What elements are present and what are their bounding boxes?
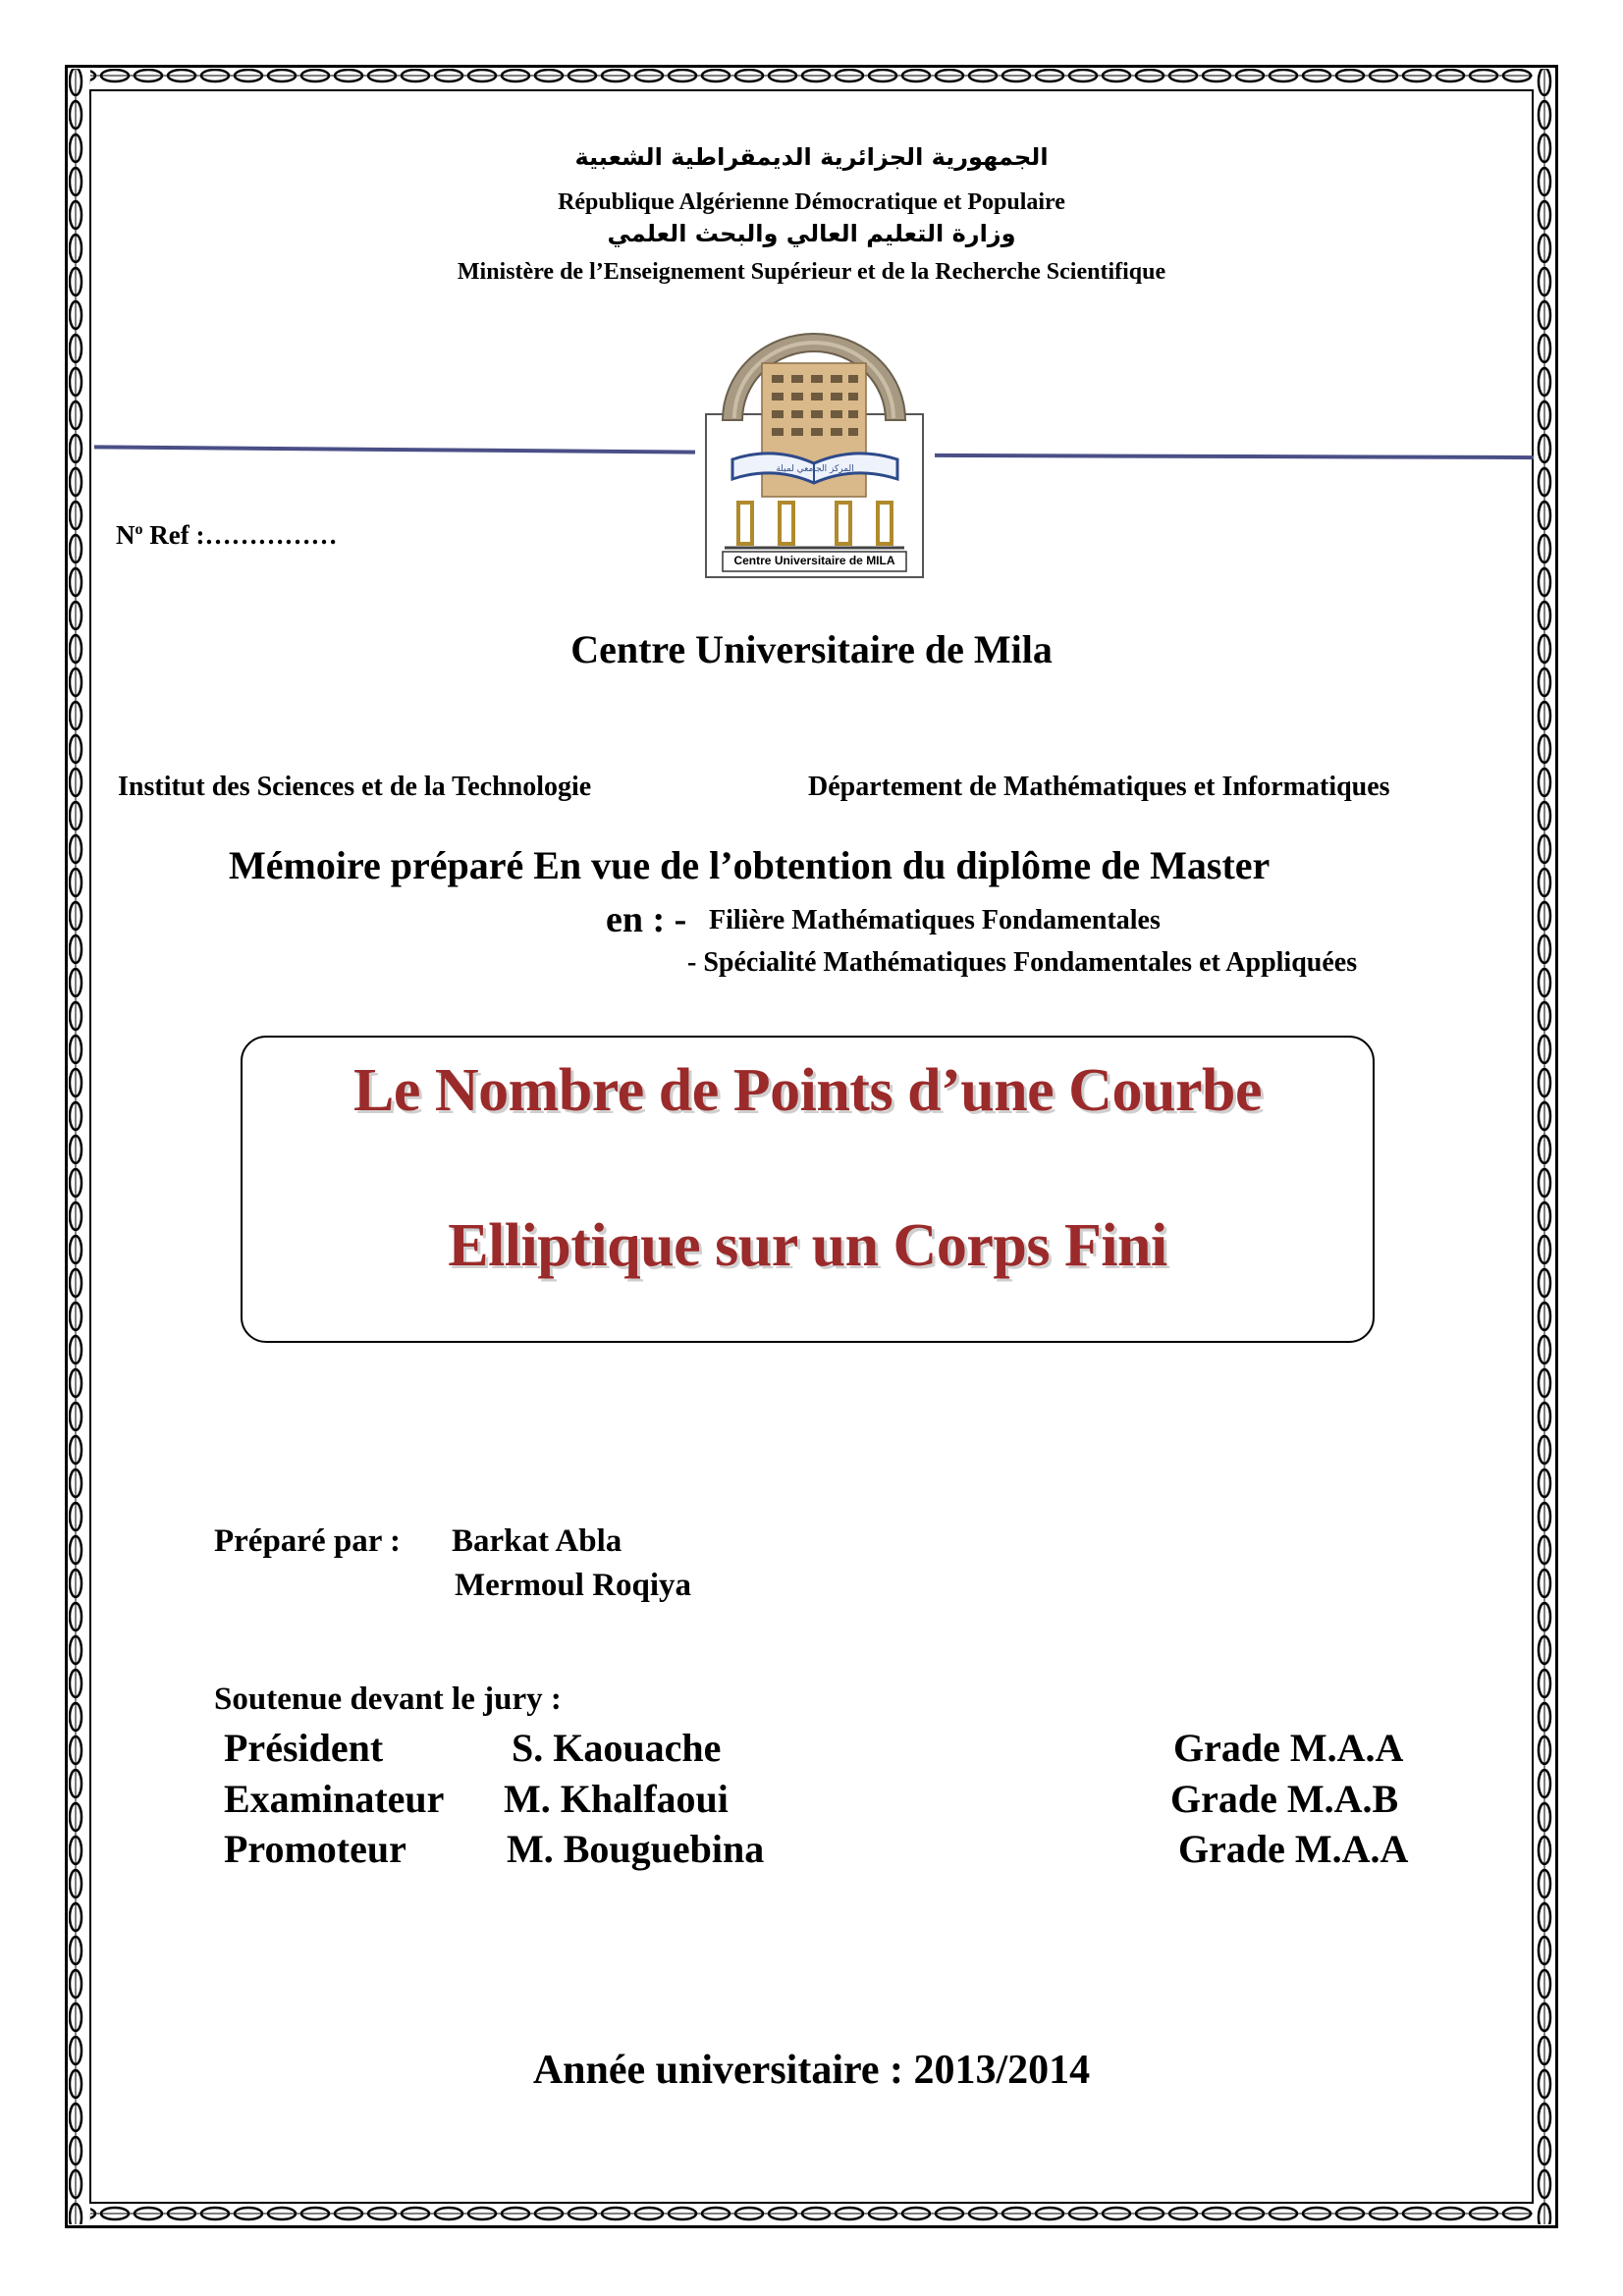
jury-role-examinateur: Examinateur	[224, 1777, 445, 1821]
memoire-en-label: en : -	[606, 899, 687, 940]
republic-arabic: الجمهورية الجزائرية الديمقراطية الشعبية	[574, 143, 1049, 171]
author-name-1: Barkat Abla	[452, 1523, 622, 1559]
university-name: Centre Universitaire de Mila	[570, 627, 1053, 671]
memoire-line: Mémoire préparé En vue de l’obtention du diplôme de Master	[229, 843, 1271, 887]
republic-french: République Algérienne Démocratique et Populaire	[558, 189, 1065, 215]
jury-label: Soutenue devant le jury :	[214, 1682, 562, 1717]
ref-rest: Ref :……………	[142, 520, 338, 550]
thesis-title-line-2: Elliptique sur un Corps Fini	[448, 1212, 1167, 1279]
thesis-title-line-1: Le Nombre de Points d’une Courbe	[353, 1057, 1262, 1124]
reference-number	[116, 520, 337, 551]
logo-graphic	[705, 316, 924, 579]
author-name-2: Mermoul Roqiya	[455, 1568, 692, 1603]
jury-name-promoteur: M. Bouguebina	[507, 1827, 765, 1871]
jury-grade-president: Grade M.A.A	[1173, 1726, 1404, 1770]
ref-prefix: N	[116, 520, 135, 550]
ministry-arabic: وزارة التعليم العالي والبحث العلمي	[607, 220, 1016, 247]
thesis-title-box	[241, 1036, 1375, 1343]
jury-role-president: Président	[224, 1726, 384, 1770]
institute-name: Institut des Sciences et de la Technologie	[118, 772, 592, 802]
jury-role-promoteur: Promoteur	[224, 1827, 406, 1871]
memoire-specialite: - Spécialité Mathématiques Fondamentales et Appliquées	[687, 947, 1358, 978]
authors-label: Préparé par :	[214, 1523, 401, 1559]
logo-caption: Centre Universitaire de MILA	[733, 554, 895, 567]
jury-name-examinateur: M. Khalfaoui	[504, 1777, 729, 1821]
jury-name-president: S. Kaouache	[512, 1726, 722, 1770]
academic-year: Année universitaire : 2013/2014	[532, 2048, 1091, 2093]
jury-grade-promoteur: Grade M.A.A	[1178, 1827, 1409, 1871]
ministry-french: Ministère de l’Enseignement Supérieur et de la Recherche Scientifique	[457, 259, 1166, 285]
department-name: Département de Mathématiques et Informatiques	[808, 772, 1390, 802]
university-logo	[705, 316, 924, 579]
logo-arabic-text: المركز الجامعي لميلة	[776, 464, 854, 474]
jury-grade-examinateur: Grade M.A.B	[1170, 1777, 1399, 1821]
ref-sup: o	[135, 521, 143, 538]
memoire-filiere: Filière Mathématiques Fondamentales	[709, 905, 1161, 935]
